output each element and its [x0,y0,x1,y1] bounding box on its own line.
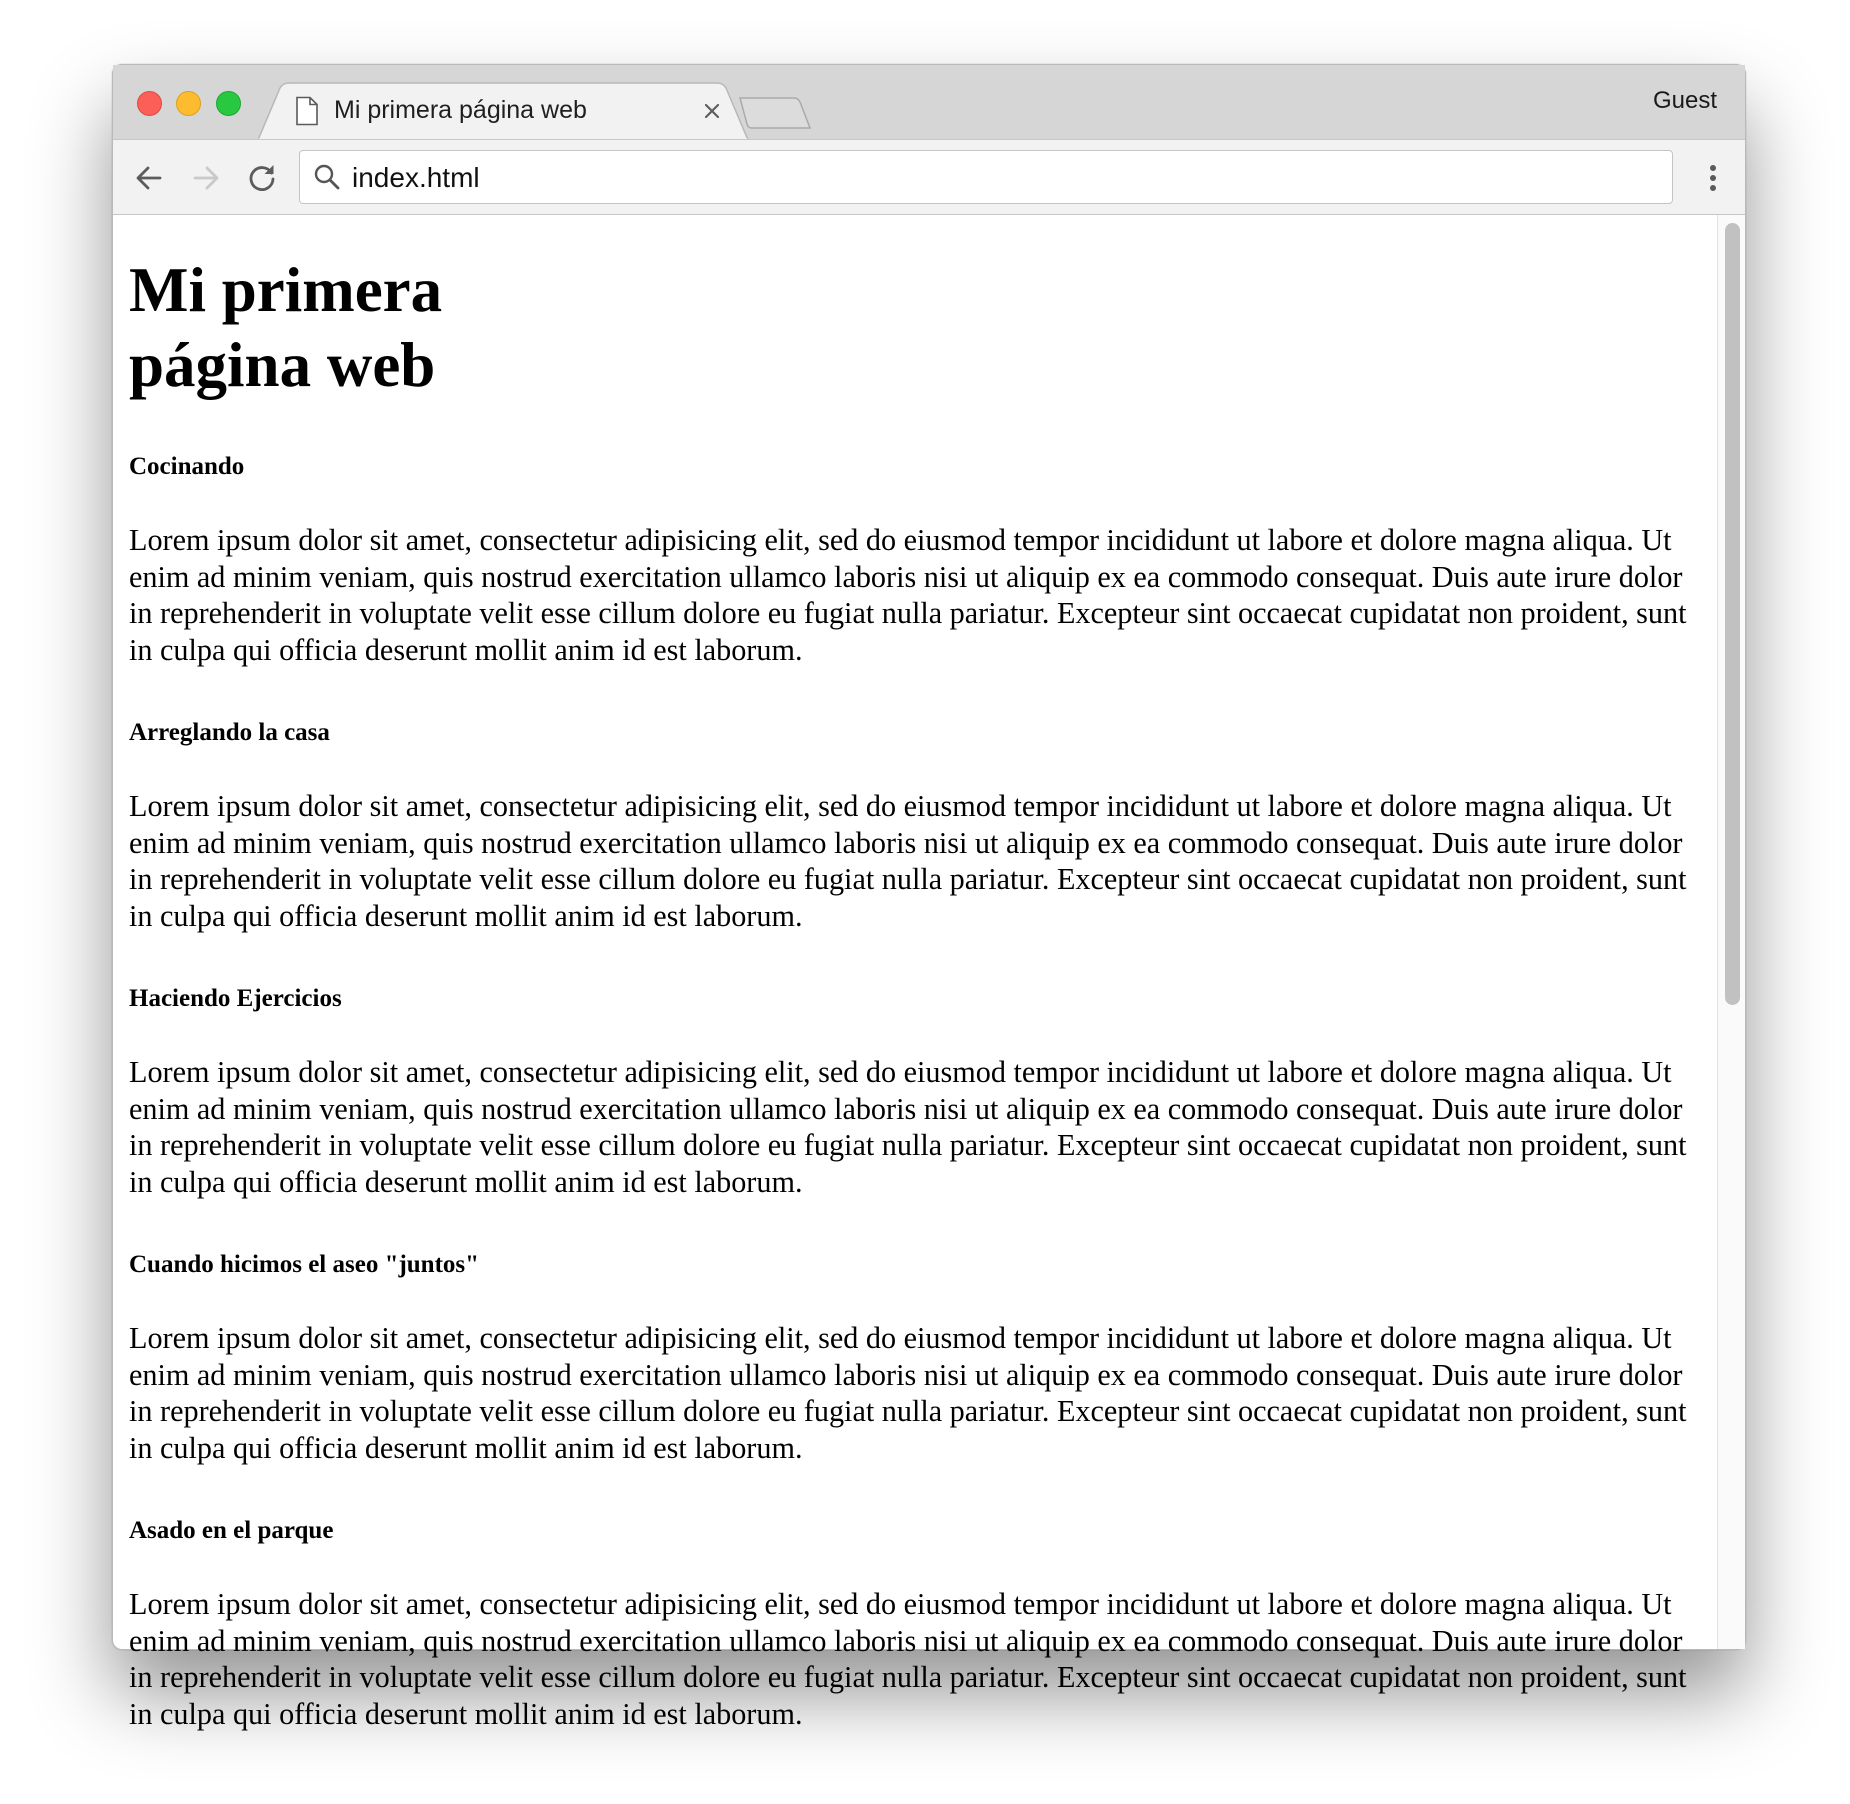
arrow-left-icon[interactable] [131,160,167,196]
tab-strip [113,65,1745,139]
reload-icon[interactable] [244,160,280,196]
tab-title: Mi primera página web [334,96,587,124]
page-title [129,253,1701,403]
close-icon[interactable] [700,99,724,123]
section-title: Cocinando [129,453,245,480]
section-title: Cuando hicimos el aseo "juntos" [129,1251,480,1278]
section-paragraph: Lorem ipsum dolor sit amet, consectetur adipisicing elit, sed do eiusmod tempor incididunt ut labore et dolore magna aliqua. Ut enim ad minim veniam, quis nostrud exercitation ullamco laboris nisi ut aliquip ex ea commodo consequat. Duis aute irure dolor in reprehenderit in voluptate velit esse cillum dolore eu fugiat nulla pariatur. Excepteur sint occaecat cupidatat non proident, sunt in culpa qui officia deserunt mollit anim id est laborum. [129,1055,1687,1199]
search-icon [312,162,342,192]
window-maximize-button[interactable] [216,91,241,116]
new-tab-button[interactable] [738,95,814,131]
section-title: Arreglando la casa [129,719,330,746]
section-paragraph: Lorem ipsum dolor sit amet, consectetur adipisicing elit, sed do eiusmod tempor incididunt ut labore et dolore magna aliqua. Ut enim ad minim veniam, quis nostrud exercitation ullamco laboris nisi ut aliquip ex ea commodo consequat. Duis aute irure dolor in reprehenderit in voluptate velit esse cillum dolore eu fugiat nulla pariatur. Excepteur sint occaecat cupidatat non proident, sunt in culpa qui officia deserunt mollit anim id est laborum. [129,789,1687,933]
vertical-scrollbar[interactable] [1717,215,1745,1649]
page-title-line-1: Mi primera [129,255,443,325]
window-close-button[interactable] [137,91,162,116]
section-title: Haciendo Ejercicios [129,985,342,1012]
kebab-menu-icon[interactable] [1705,160,1721,196]
arrow-right-icon[interactable] [188,160,224,196]
section-paragraph: Lorem ipsum dolor sit amet, consectetur adipisicing elit, sed do eiusmod tempor incididunt ut labore et dolore magna aliqua. Ut enim ad minim veniam, quis nostrud exercitation ullamco laboris nisi ut aliquip ex ea commodo consequat. Duis aute irure dolor in reprehenderit in voluptate velit esse cillum dolore eu fugiat nulla pariatur. Excepteur sint occaecat cupidatat non proident, sunt in culpa qui officia deserunt mollit anim id est laborum. [129,1587,1687,1731]
tab-active[interactable] [258,82,748,140]
section-paragraph: Lorem ipsum dolor sit amet, consectetur adipisicing elit, sed do eiusmod tempor incididunt ut labore et dolore magna aliqua. Ut enim ad minim veniam, quis nostrud exercitation ullamco laboris nisi ut aliquip ex ea commodo consequat. Duis aute irure dolor in reprehenderit in voluptate velit esse cillum dolore eu fugiat nulla pariatur. Excepteur sint occaecat cupidatat non proident, sunt in culpa qui officia deserunt mollit anim id est laborum. [129,523,1687,667]
scrollbar-thumb[interactable] [1725,223,1740,1005]
toolbar [113,139,1745,215]
page-content [113,215,1717,1731]
document-icon [294,96,320,126]
address-text[interactable]: index.html [352,162,480,193]
profile-label[interactable]: Guest [1652,87,1717,114]
section-paragraph: Lorem ipsum dolor sit amet, consectetur adipisicing elit, sed do eiusmod tempor incididunt ut labore et dolore magna aliqua. Ut enim ad minim veniam, quis nostrud exercitation ullamco laboris nisi ut aliquip ex ea commodo consequat. Duis aute irure dolor in reprehenderit in voluptate velit esse cillum dolore eu fugiat nulla pariatur. Excepteur sint occaecat cupidatat non proident, sunt in culpa qui officia deserunt mollit anim id est laborum. [129,1321,1687,1465]
window-minimize-button[interactable] [176,91,201,116]
page-title-line-2: página web [129,330,436,400]
address-bar[interactable] [299,150,1673,204]
section-title: Asado en el parque [129,1517,334,1544]
browser-window [112,64,1746,1731]
